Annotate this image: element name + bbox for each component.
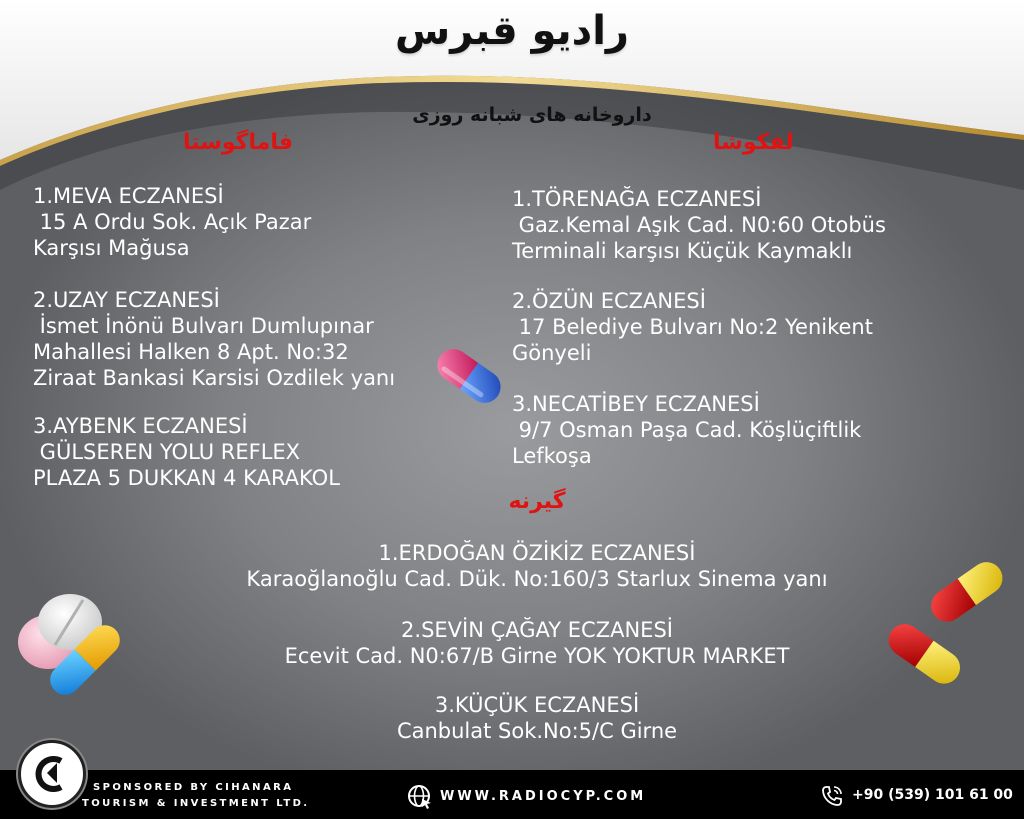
capsules-icon [876, 555, 1021, 700]
pharmacy-address: Gaz.Kemal Aşık Cad. N0:60 Otobüs Terminali karşısı Küçük Kaymaklı [512, 213, 886, 263]
sponsor-line-2: TOURISM & INVESTMENT LTD. [82, 798, 310, 809]
capsule-icon [428, 335, 510, 417]
pharmacy-name: 2.UZAY ECZANESİ [33, 288, 220, 312]
pharmacy-name: 3.AYBENK ECZANESİ [33, 414, 248, 438]
pharmacy-name: 3.NECATİBEY ECZANESİ [512, 392, 760, 416]
page-subtitle: داروخانه های شبانه روزی [412, 104, 652, 126]
region-label-kyrenia: گیرنه [508, 489, 566, 514]
pharmacy-name: 3.KÜÇÜK ECZANESİ [434, 693, 640, 717]
pharmacy-address: GÜLSEREN YOLU REFLEX PLAZA 5 DUKKAN 4 KARAKOL [33, 440, 340, 490]
pharmacy-address: 15 A Ordu Sok. Açık Pazar Karşısı Mağusa [33, 210, 312, 260]
pharmacy-name: 1.ERDOĞAN ÖZİKİZ ECZANESİ [378, 541, 696, 565]
pharmacy-address: İsmet İnönü Bulvarı Dumlupınar Mahallesi Halken 8 Apt. No:32 Ziraat Bankasi Karsisi Ozdilek yanı [33, 314, 396, 390]
pharmacy-address: Karaoğlanoğlu Cad. Dük. No:160/3 Starlux Sinema yanı [246, 567, 828, 591]
pharmacy-name: 2.SEVİN ÇAĞAY ECZANESİ [401, 618, 673, 642]
sponsor-logo [18, 740, 86, 808]
region-label-famagusta: فاماگوستا [183, 130, 294, 155]
sponsor-line-1: SPONSORED BY CIHANARA [93, 782, 294, 793]
cihanara-logo-icon [21, 743, 83, 805]
page-title: رادیو قبرس [395, 8, 629, 54]
pills-icon [15, 590, 135, 710]
globe-icon [407, 784, 433, 810]
phone-number[interactable]: +90 (539) 101 61 00 [852, 787, 1013, 803]
pharmacy-name: 2.ÖZÜN ECZANESİ [512, 289, 706, 313]
pharmacy-name: 1.MEVA ECZANESİ [33, 184, 224, 208]
website-link[interactable]: WWW.RADIOCYP.COM [440, 789, 647, 804]
pharmacy-address: Canbulat Sok.No:5/C Girne [396, 719, 678, 743]
phone-icon [820, 784, 844, 808]
pharmacy-address: 17 Belediye Bulvarı No:2 Yenikent Gönyeli [512, 315, 873, 365]
region-label-nicosia: لفکوشا [713, 130, 794, 155]
pharmacy-address: 9/7 Osman Paşa Cad. Köşlüçiftlik Lefkoşa [512, 418, 862, 468]
pharmacy-address: Ecevit Cad. N0:67/B Girne YOK YOKTUR MARKET [284, 644, 790, 668]
pharmacy-name: 1.TÖRENAĞA ECZANESİ [512, 187, 762, 211]
